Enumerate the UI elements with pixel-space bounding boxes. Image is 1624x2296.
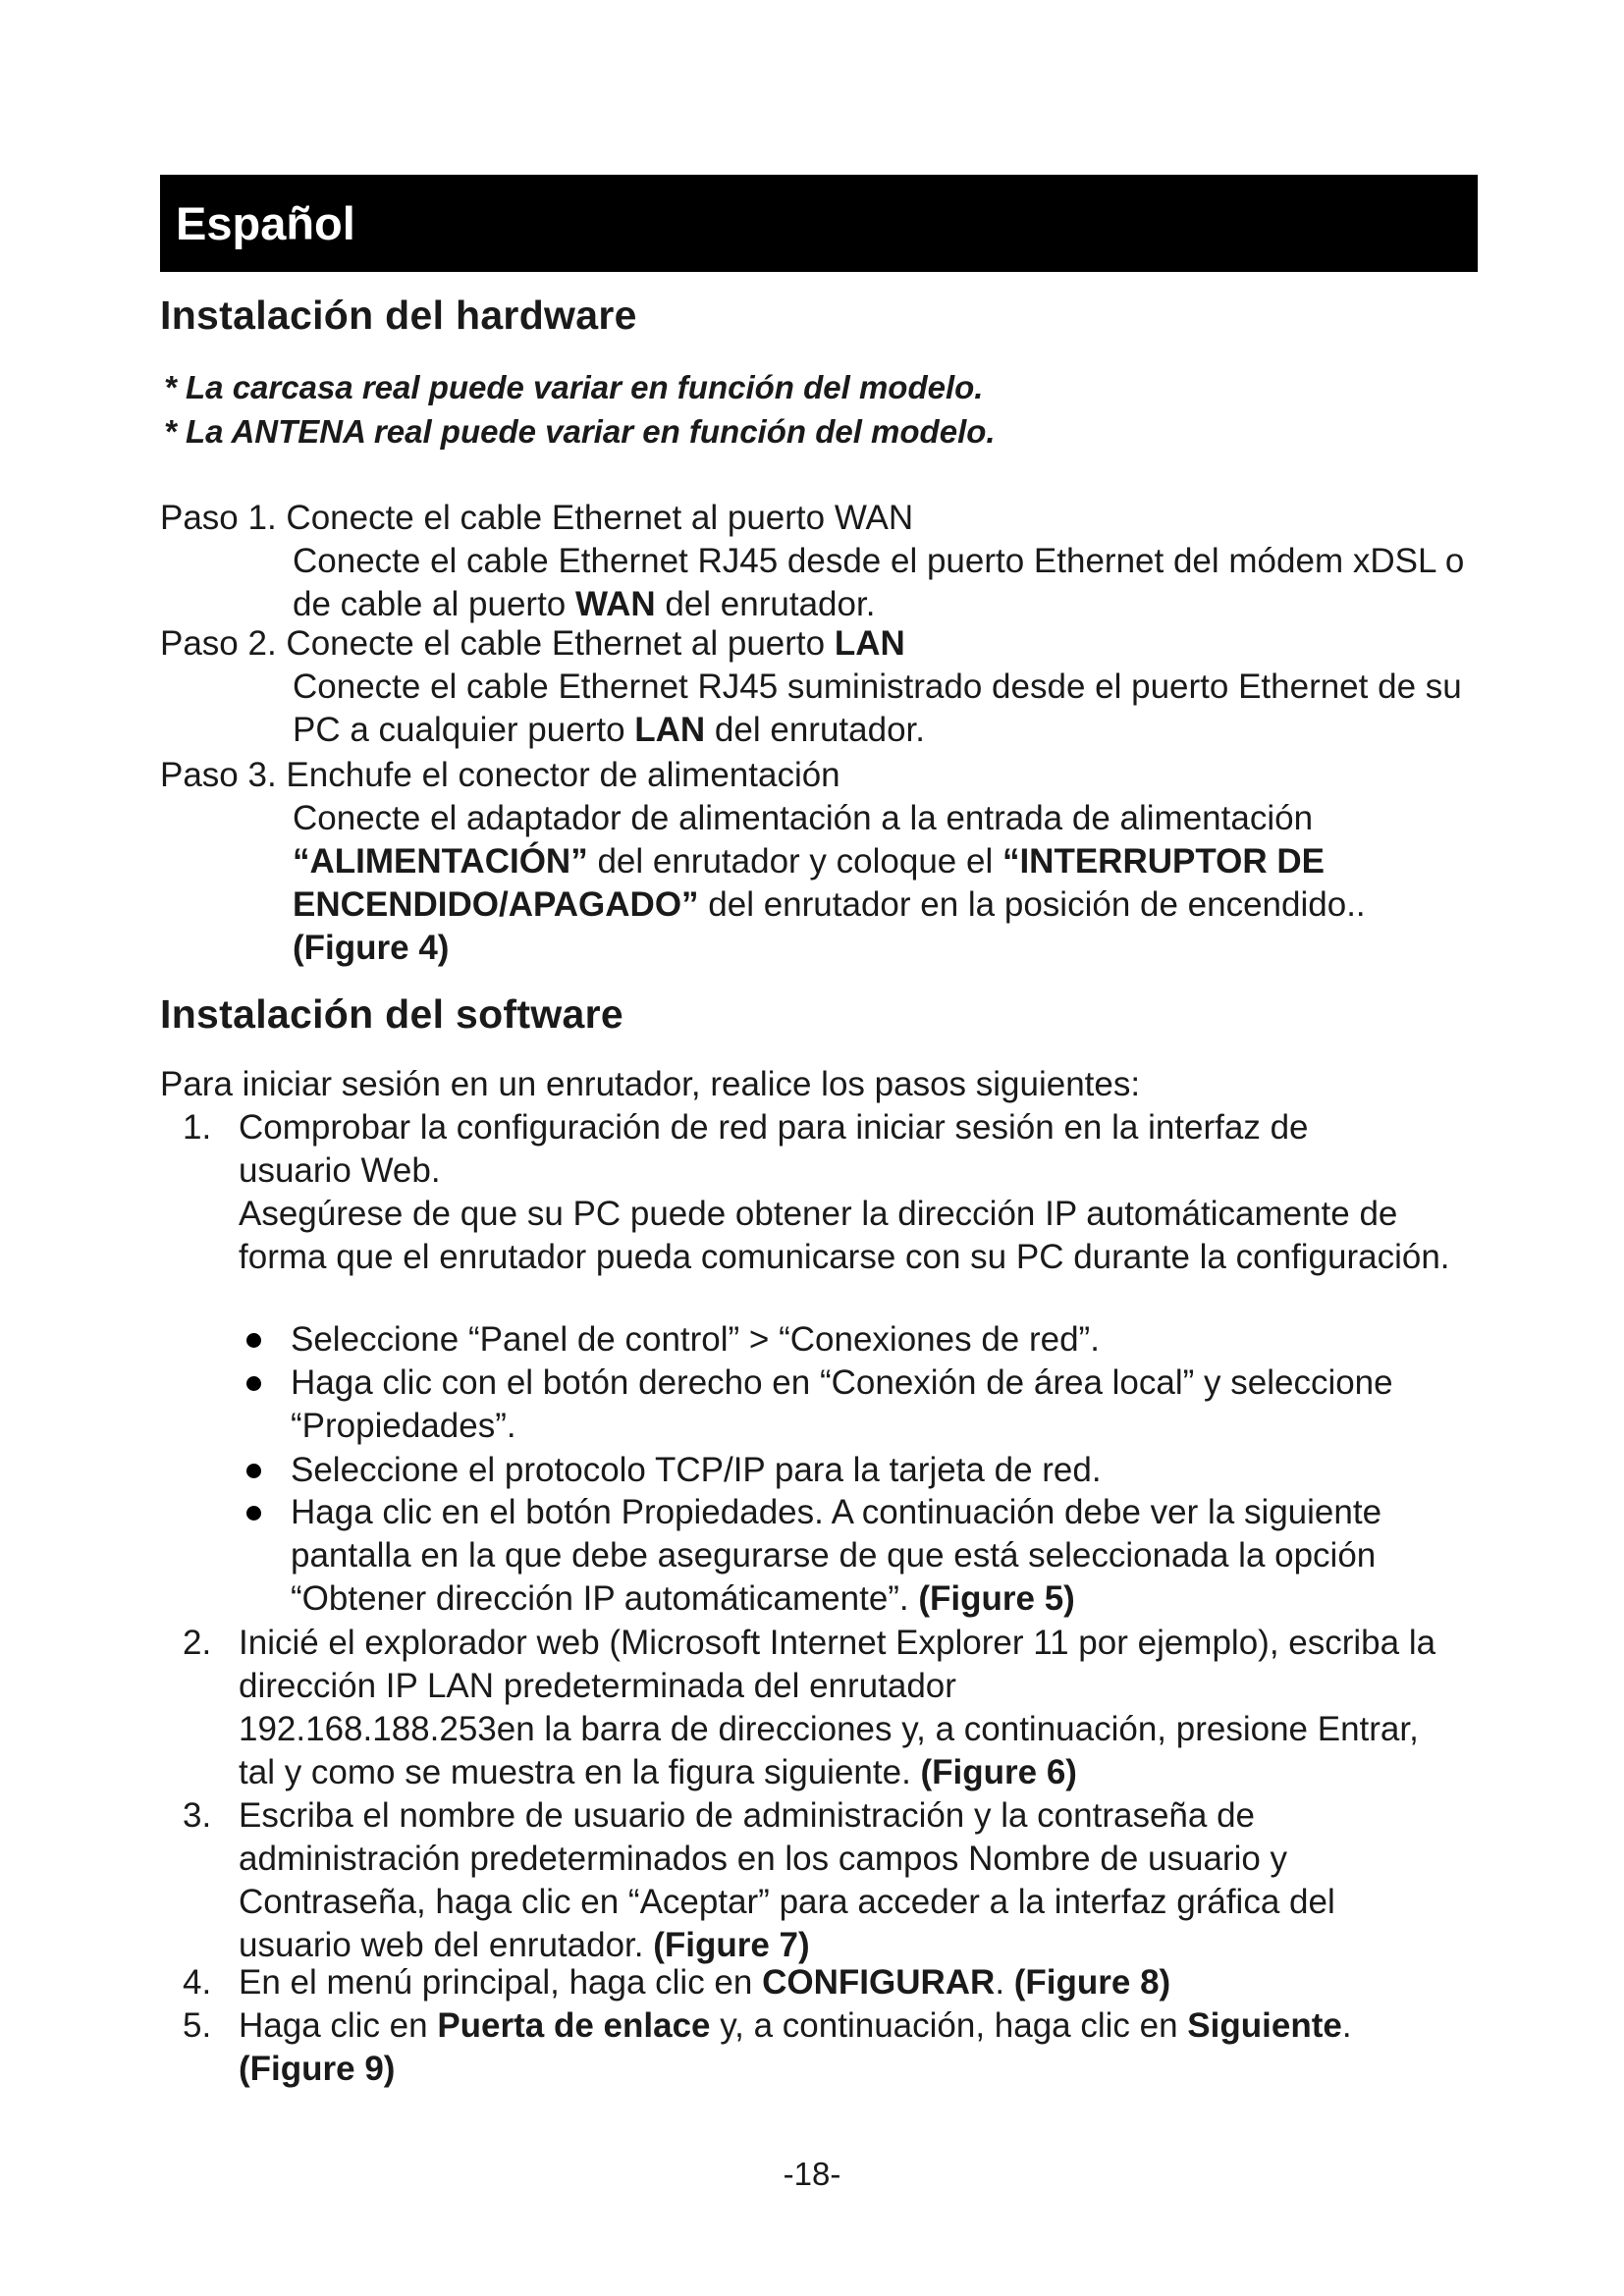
list-item-3-text: Escriba el nombre de usuario de administración y la contraseña de administración predeterminados en los campos Nombre de usuario y Contraseña, haga clic en “Aceptar” para acceder a la interfaz gráfica del usuario web del enrutador. (Figure 7) [239,1796,1335,1964]
list-item-1-subtext: Asegúrese de que su PC puede obtener la dirección IP automáticamente de forma que el enrutador pueda comunicarse con su PC durante la configuración. [239,1195,1450,1276]
bullet-dot [246,1506,261,1521]
list-number-2: 2. [183,1624,212,1662]
figure-7-ref: (Figure 7) [653,1926,810,1964]
figure-5-ref: (Figure 5) [918,1579,1075,1618]
list-number-5: 5. [183,2006,212,2045]
hardware-note-antenna: * La ANTENA real puede variar en función del modelo. [164,413,996,450]
list-item-1-text: Comprobar la configuración de red para iniciar sesión en la interfaz de usuario Web. [239,1108,1309,1190]
step-3-label: Paso 3. Enchufe el conector de alimentación [160,756,840,794]
list-number-1: 1. [183,1108,212,1147]
language-header-bar [160,175,1478,272]
step-1-label: Paso 1. Conecte el cable Ethernet al puerto WAN [160,499,914,537]
bullet-properties: Haga clic en el botón Propiedades. A continuación debe ver la siguiente pantalla en la que debe asegurarse de que está seleccionada la opción “Obtener dirección IP automáticamente”. (Figure 5) [291,1493,1382,1618]
bullet-dot [246,1464,261,1478]
bullet-control-panel: Seleccione “Panel de control” > “Conexiones de red”. [291,1320,1100,1359]
page-number: -18- [783,2156,841,2192]
bullet-dot [246,1333,261,1348]
figure-8-ref: (Figure 8) [1013,1963,1171,2002]
software-section-title: Instalación del software [160,991,623,1037]
list-item-4-text: En el menú principal, haga clic en CONFIGURAR. (Figure 8) [239,1963,1171,2002]
figure-6-ref: (Figure 6) [920,1753,1077,1791]
list-item-5-text: Haga clic en Puerta de enlace y, a continuación, haga clic en Siguiente. (Figure 9) [239,2006,1352,2088]
step-2-description: Conecte el cable Ethernet RJ45 suministrado desde el puerto Ethernet de su PC a cualquier puerto LAN del enrutador. [293,667,1462,749]
hardware-note-casing: * La carcasa real puede variar en función del modelo. [164,369,984,405]
list-item-2-text: Inicié el explorador web (Microsoft Internet Explorer 11 por ejemplo), escriba la dirección IP LAN predeterminada del enrutador [239,1624,1436,1705]
step-2-label: Paso 2. Conecte el cable Ethernet al puerto LAN [160,624,905,663]
bullet-dot [246,1376,261,1391]
bullet-tcp-ip: Seleccione el protocolo TCP/IP para la tarjeta de red. [291,1451,1102,1489]
hardware-section-title: Instalación del hardware [160,293,637,338]
step-3-description: Conecte el adaptador de alimentación a la entrada de alimentación “ALIMENTACIÓN” del enrutador y coloque el “INTERRUPTOR DE ENCENDIDO/APAGADO” del enrutador en la posición de encendido.. (Figure 4) [293,799,1366,967]
software-intro: Para iniciar sesión en un enrutador, realice los pasos siguientes: [160,1065,1141,1103]
figure-9-ref: (Figure 9) [239,2050,396,2088]
step-1-description: Conecte el cable Ethernet RJ45 desde el puerto Ethernet del módem xDSL o de cable al puerto WAN del enrutador. [293,542,1465,623]
figure-4-ref: (Figure 4) [293,929,450,967]
list-number-3: 3. [183,1796,212,1835]
language-label: Español [176,197,355,249]
list-item-2-text-continued: 192.168.188.253en la barra de direcciones y, a continuación, presione Entrar, tal y como se muestra en la figura siguiente. (Figure 6) [239,1710,1419,1791]
bullet-local-area-connection: Haga clic con el botón derecho en “Conexión de área local” y seleccione “Propiedades”. [291,1363,1393,1445]
list-number-4: 4. [183,1963,212,2002]
